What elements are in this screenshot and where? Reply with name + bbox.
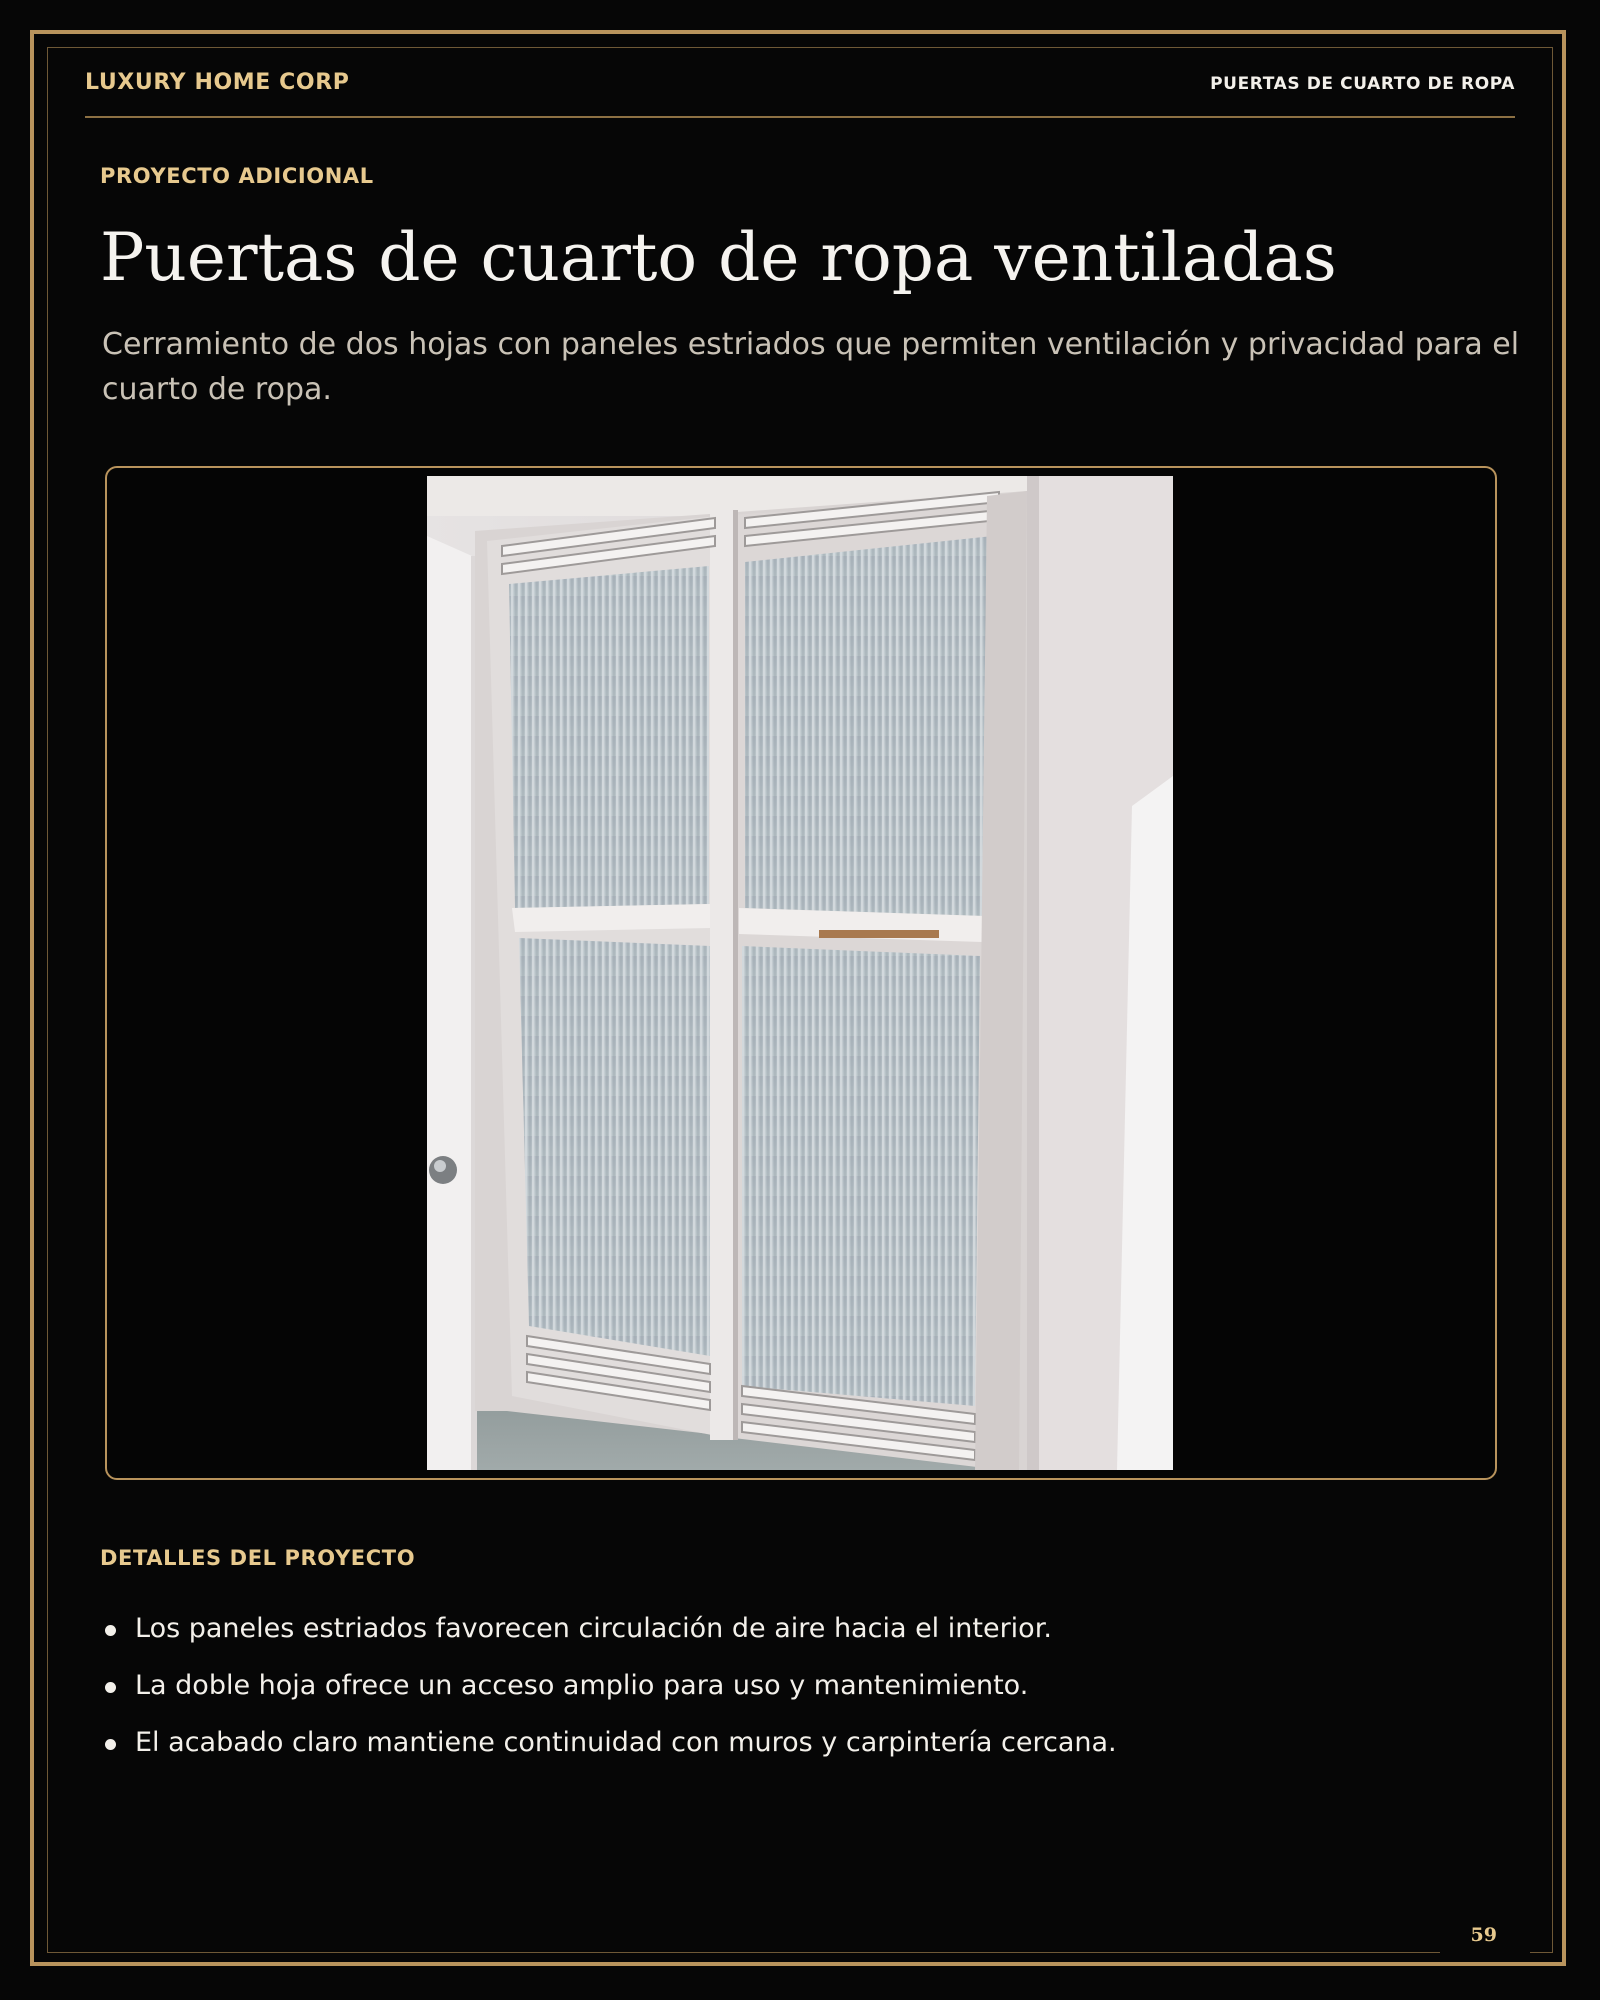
list-item: Los paneles estriados favorecen circulación de aire hacia el interior. [100,1612,1117,1669]
page-title: Puertas de cuarto de ropa ventiladas [100,219,1337,296]
list-item: La doble hoja ofrece un acceso amplio para uso y mantenimiento. [100,1669,1117,1726]
eyebrow-label: PROYECTO ADICIONAL [100,164,374,188]
photo-card [105,466,1497,1480]
section-label: PUERTAS DE CUARTO DE ROPA [1210,74,1515,94]
details-list [100,1612,1117,1783]
brand-name: LUXURY HOME CORP [85,70,350,95]
list-item: El acabado claro mantiene continuidad con muros y carpintería cercana. [100,1726,1117,1783]
page-number: 59 [1470,1924,1497,1946]
page-subtitle: Cerramiento de dos hojas con paneles estriados que permiten ventilación y privacidad para el cuarto de ropa. [102,327,1520,407]
details-heading: DETALLES DEL PROYECTO [100,1546,416,1570]
closet-doors-photo [427,476,1173,1470]
header-divider [85,116,1515,118]
